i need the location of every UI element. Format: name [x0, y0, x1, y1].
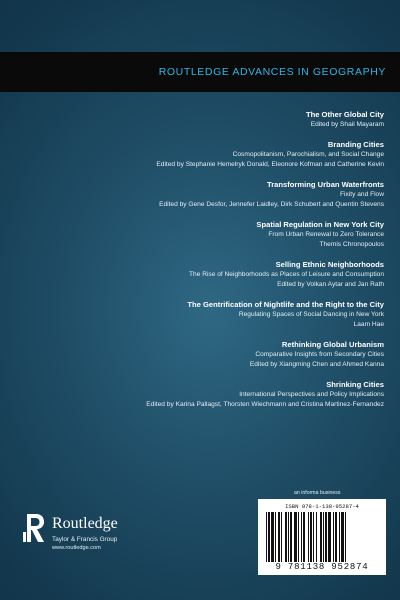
book-entry: [14, 340, 384, 370]
book-entry: [14, 110, 384, 130]
isbn-barcode: [258, 499, 386, 575]
book-subtitle: Regulating Spaces of Social Dancing in New York: [238, 311, 384, 318]
book-subtitle: Cosmopolitanism, Parochialism, and Social Change: [232, 151, 384, 158]
book-entry: [14, 380, 384, 410]
book-entry: [14, 300, 384, 330]
barcode-bar: [285, 512, 287, 562]
book-title: Branding Cities: [327, 140, 384, 149]
book-author: Edited by Xiangming Chen and Ahmed Kanna: [249, 361, 384, 368]
book-title: Shrinking Cities: [326, 380, 384, 389]
barcode-bars: [266, 512, 378, 562]
book-title: The Other Global City: [305, 110, 384, 119]
barcode-bar: [325, 512, 327, 562]
book-title: Transforming Urban Waterfronts: [266, 180, 384, 189]
routledge-logo-icon: [22, 512, 46, 546]
barcode-bar: [303, 512, 305, 562]
series-title: ROUTLEDGE ADVANCES IN GEOGRAPHY: [158, 66, 386, 78]
book-entry: [14, 260, 384, 290]
top-margin: [0, 0, 400, 52]
publisher-name: Routledge: [52, 515, 118, 532]
barcode-bar: [298, 512, 299, 562]
book-author: Edited by Gene Desfor, Jennefer Laidley, Dirk Schubert and Quentin Stevens: [159, 201, 384, 208]
barcode-bar: [281, 512, 282, 562]
barcode-bar: [301, 512, 302, 562]
barcode-bar: [271, 512, 274, 562]
book-title: Selling Ethnic Neighborhoods: [275, 260, 384, 269]
barcode-bar: [275, 512, 276, 562]
book-title: The Gentrification of Nightlife and the Right to the City: [187, 300, 384, 309]
barcode-bar: [345, 512, 346, 562]
informa-tagline: an informa business: [294, 490, 341, 496]
barcode-bar: [313, 512, 314, 562]
barcode-bar: [333, 512, 334, 562]
book-subtitle: Comparative Insights from Secondary Cities: [255, 351, 384, 358]
barcode-bar: [316, 512, 317, 562]
book-author: Edited by Karina Pallagst, Thorsten Wiechmann and Cristina Martinez-Fernandez: [146, 401, 384, 408]
book-subtitle: The Rise of Neighborhoods as Places of Leisure and Consumption: [189, 271, 384, 278]
barcode-bar: [290, 512, 292, 562]
barcode-bar: [341, 512, 344, 562]
barcode-bar: [328, 512, 331, 562]
book-entry: [14, 180, 384, 210]
book-author: Edited by Stephanie Hemelryk Donald, Eleonore Kofman and Catherine Kevin: [156, 161, 384, 168]
barcode-bar: [310, 512, 312, 562]
barcode-bar: [308, 512, 309, 562]
isbn-label: ISBN 978-1-138-95287-4: [285, 503, 359, 510]
barcode-bar: [288, 512, 289, 562]
publisher-url[interactable]: www.routledge.com: [52, 545, 101, 551]
book-author: Themis Chronopoulos: [319, 241, 384, 248]
barcode-bar: [339, 512, 340, 562]
book-subtitle: Fixity and Flow: [340, 191, 384, 198]
barcode-bar: [323, 512, 324, 562]
barcode-bar: [335, 512, 337, 562]
book-list: [14, 110, 384, 420]
publisher-group: Taylor & Francis Group: [52, 536, 118, 543]
book-subtitle: International Perspectives and Policy Implications: [239, 391, 384, 398]
book-entry: [14, 220, 384, 250]
book-subtitle: From Urban Renewal to Zero Tolerance: [268, 231, 384, 238]
book-author: Edited by Volkan Aytar and Jan Rath: [277, 281, 384, 288]
book-title: Rethinking Global Urbanism: [281, 340, 384, 349]
barcode-bar: [320, 512, 322, 562]
book-author: Laam Hae: [353, 321, 384, 328]
barcode-bar: [278, 512, 280, 562]
publisher-logo-block: [22, 512, 202, 552]
barcode-bar: [294, 512, 297, 562]
book-title: Spatial Regulation in New York City: [256, 220, 384, 229]
series-banner: [0, 52, 400, 92]
barcode-digits: 9 781138 952874: [275, 562, 369, 572]
barcode-bar: [268, 512, 270, 562]
book-subtitle: Edited by Shail Mayaram: [310, 121, 384, 128]
book-entry: [14, 140, 384, 170]
barcode-bar: [266, 512, 267, 562]
